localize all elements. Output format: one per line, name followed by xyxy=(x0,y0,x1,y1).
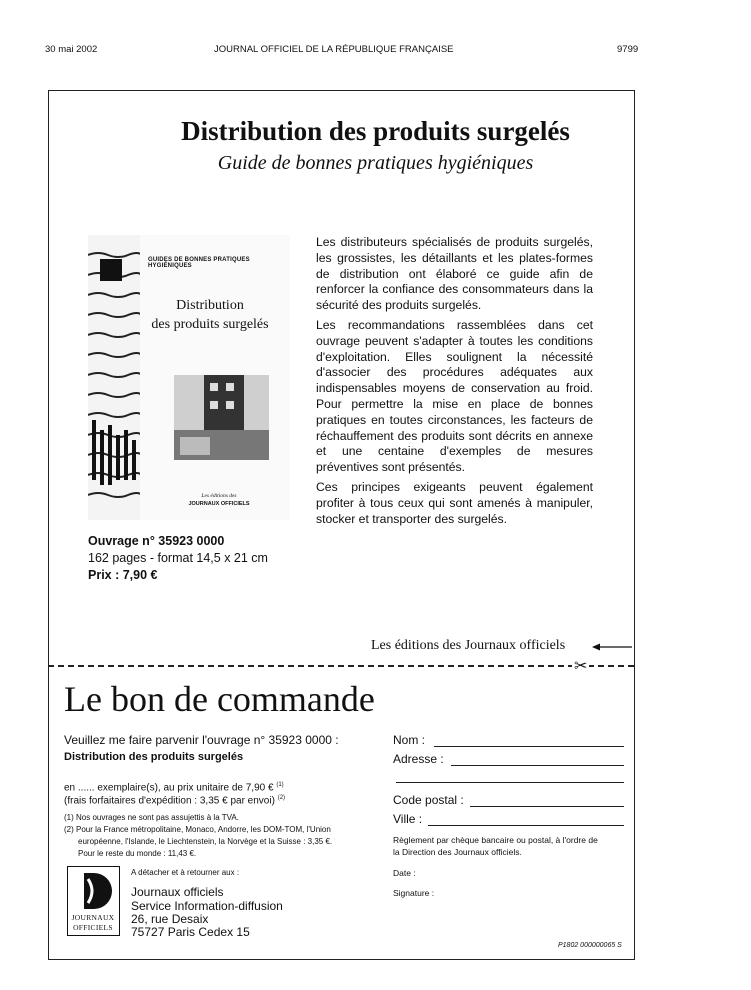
adresse-label: Adresse : xyxy=(393,752,444,766)
header-journal-title: JOURNAL OFFICIEL DE LA RÉPUBLIQUE FRANÇAISE xyxy=(214,44,454,55)
order-intro: Veuillez me faire parvenir l'ouvrage n° 35923 0000 : xyxy=(64,733,339,747)
signature-label: Signature : xyxy=(393,888,435,898)
scissors-icon: ✂ xyxy=(574,658,588,675)
logo-d-icon xyxy=(74,871,114,911)
quantity-text: en ...... exemplaire(s), au prix unitaire de 7,90 € xyxy=(64,782,274,794)
order-form-title: Le bon de commande xyxy=(64,679,375,719)
address-line-2: Service Information-diffusion xyxy=(131,899,283,913)
footnote-2-line2: européenne, l'Islande, le Liechtenstein, la Norvège et la Suisse : 3,35 €. xyxy=(78,837,333,846)
cover-photo xyxy=(174,375,269,460)
footnote-2-line1: (2) Pour la France métropolitaine, Monaco, Andorre, les DOM-TOM, l'Union xyxy=(64,825,331,834)
cover-series-label: GUIDES DE BONNES PRATIQUES HYGIÉNIQUES xyxy=(148,257,250,269)
cut-line xyxy=(48,665,634,667)
detach-instruction: A détacher et à retourner aux : xyxy=(131,868,240,877)
ad-paragraph-1: Les distributeurs spécialisés de produits surgelés, les grossistes, les détaillants et les plates-formes de distribution ont élaboré ce guide afin de renforcer la confiance des consommateurs dans la sécurité des produits surgelés. xyxy=(316,235,593,313)
address-line-1: Journaux officiels xyxy=(131,885,224,899)
cover-publisher-line2: JOURNAUX OFFICIELS xyxy=(188,501,250,507)
footnote-ref-2: (2) xyxy=(277,795,286,801)
ouvrage-number: Ouvrage n° 35923 0000 xyxy=(88,534,225,548)
book-price: Prix : 7,90 € xyxy=(88,568,158,582)
book-cover-image xyxy=(88,235,290,520)
cover-title-line2: des produits surgelés xyxy=(151,317,269,332)
adresse-field-line2[interactable] xyxy=(396,782,624,783)
cover-title-line1: Distribution xyxy=(176,298,244,313)
address-line-3: 26, rue Desaix xyxy=(131,912,209,926)
arrow-left-icon xyxy=(592,643,632,651)
header-date: 30 mai 2002 xyxy=(45,44,98,55)
quantity-line xyxy=(64,782,284,793)
code-postal-label: Code postal : xyxy=(393,793,464,807)
adresse-field[interactable] xyxy=(451,765,624,766)
order-book-title: Distribution des produits surgelés xyxy=(64,751,244,763)
book-format: 162 pages - format 14,5 x 21 cm xyxy=(88,551,268,565)
footnote-2-line3: Pour le reste du monde : 11,43 €. xyxy=(78,849,197,858)
reglement-line1: Règlement par chèque bancaire ou postal, à l'ordre de xyxy=(393,835,598,845)
header-page-number: 9799 xyxy=(617,44,639,55)
address-line-4: 75727 Paris Cedex 15 xyxy=(131,925,250,939)
ad-paragraph-3: Ces principes exigeants peuvent également profiter à tous ceux qui sont amenés à manipuler, stocker et transporter des surgelés. xyxy=(316,480,593,526)
nom-label: Nom : xyxy=(393,733,426,747)
ville-field[interactable] xyxy=(428,825,624,826)
code-postal-field[interactable] xyxy=(470,806,624,807)
logo-text-line1: JOURNAUX xyxy=(71,913,115,922)
shipping-line xyxy=(64,795,285,806)
ad-title: Distribution des produits surgelés xyxy=(181,116,570,146)
date-label: Date : xyxy=(393,868,416,878)
ad-subtitle: Guide de bonnes pratiques hygiéniques xyxy=(217,152,534,174)
form-reference-code: P1802 000000065 S xyxy=(558,942,622,949)
journaux-officiels-logo xyxy=(67,866,120,936)
shipping-text: (frais forfaitaires d'expédition : 3,35 € par envoi) xyxy=(64,795,275,807)
footnote-ref-1: (1) xyxy=(276,782,284,788)
ville-label: Ville : xyxy=(393,812,423,826)
nom-field[interactable] xyxy=(434,746,624,747)
footnote-1: (1) Nos ouvrages ne sont pas assujettis à la TVA. xyxy=(64,813,239,822)
logo-text-line2: OFFICIELS xyxy=(73,923,113,932)
cover-publisher-line1: Les éditions des xyxy=(201,493,237,499)
publisher-credit: Les éditions des Journaux officiels xyxy=(371,638,566,653)
ad-paragraph-2: Les recommandations rassemblées dans cet ouvrage peuvent s'adapter à toutes les conditions d'exploitation. Elles soulignent la nécessité d'associer des procédures adéquates aux indispensables moyens de conservation au froid. Pour permettre la mise en place de bonnes pratiques en toutes circonstances, les facteurs de réchauffement des produits sont décrits en annexe et une centaine d'exemples de mesures préventives sont présentés. xyxy=(316,318,593,475)
reglement-line2: la Direction des Journaux officiels. xyxy=(393,847,522,857)
cover-wave-pattern xyxy=(88,235,140,520)
